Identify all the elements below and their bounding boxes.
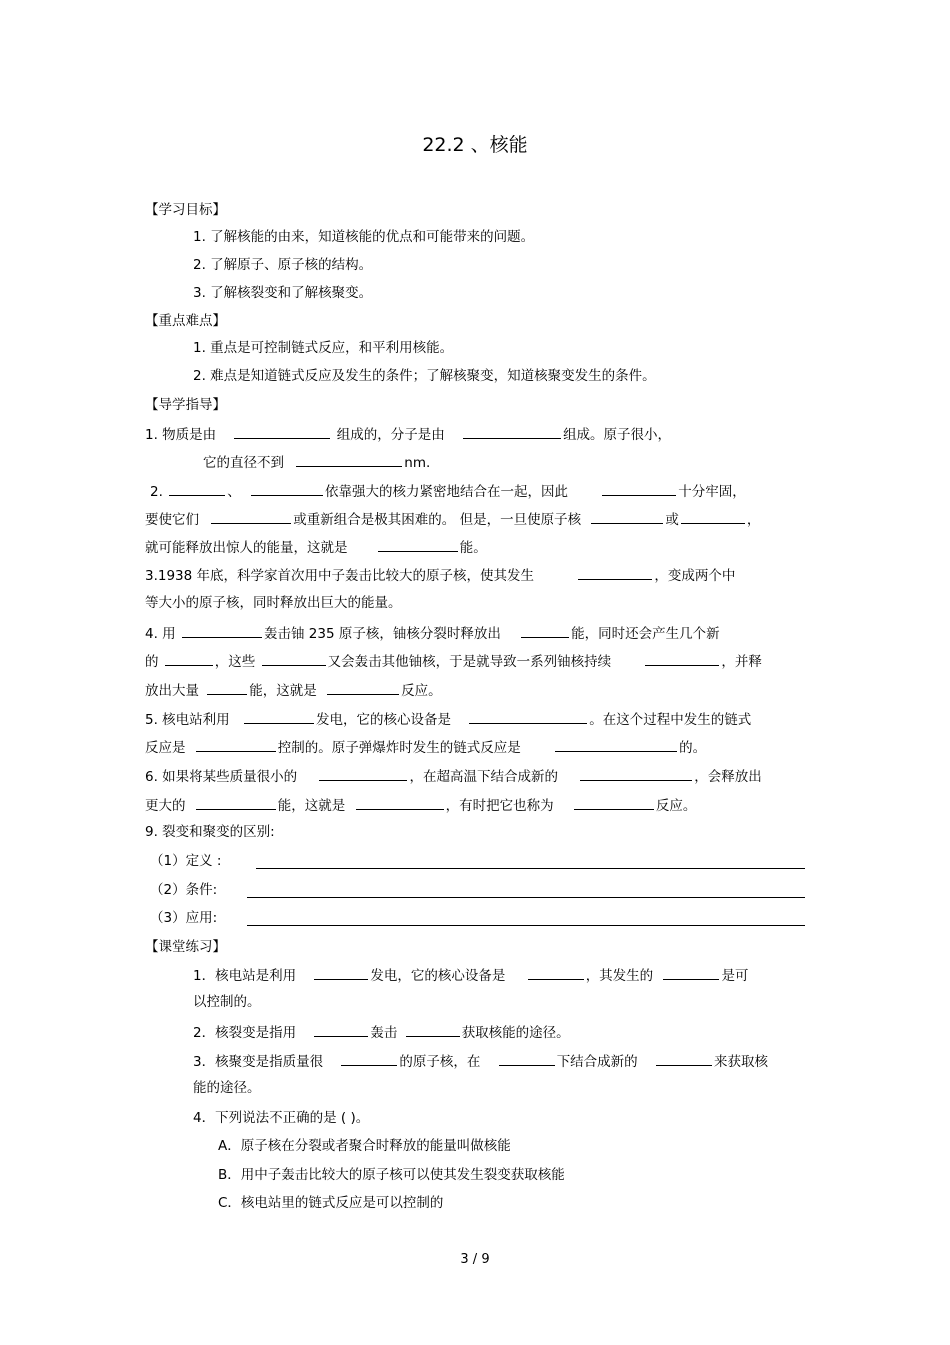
blank[interactable]	[319, 766, 407, 781]
blank[interactable]	[580, 766, 692, 781]
option-b[interactable]: B．用中子轰击比较大的原子核可以使其发生裂变获取核能	[218, 1167, 565, 1183]
text: 十分牢固，	[678, 484, 746, 500]
text: 获取核能的途径。	[461, 1025, 570, 1041]
text: 轰击	[370, 1025, 398, 1041]
page-number: 3 / 9	[460, 1252, 490, 1267]
practice-1-cont: 以控制的。	[193, 994, 261, 1010]
blank[interactable]	[207, 680, 247, 695]
question-4-cont	[145, 680, 442, 700]
goal-item: 3. 了解核裂变和了解核聚变。	[193, 285, 373, 301]
blank[interactable]	[356, 795, 444, 810]
difference-application-label: （3）应用:	[150, 910, 218, 926]
text: 或	[665, 512, 679, 528]
question-2-cont	[145, 537, 487, 557]
text: 轰击铀 235 原子核，铀核分裂时释放出	[263, 626, 501, 642]
keypoint-item: 1. 重点是可控制链式反应，和平利用核能。	[193, 340, 454, 356]
blank[interactable]	[211, 509, 291, 524]
blank[interactable]	[182, 623, 262, 638]
text: 发电，它的核心设备是	[370, 968, 506, 984]
text: ，有时把它也称为	[445, 798, 554, 814]
practice-2	[193, 1022, 570, 1042]
blank[interactable]	[314, 1022, 368, 1037]
practice-3-cont: 能的途径。	[193, 1080, 261, 1096]
text: 能。	[459, 540, 487, 556]
question-4-cont	[145, 651, 762, 671]
text: 的	[145, 654, 159, 670]
blank[interactable]	[499, 1051, 555, 1066]
blank[interactable]	[296, 452, 402, 467]
text: 1. 物质是由	[145, 427, 217, 443]
text: 。在这个过程中发生的链式	[589, 712, 752, 728]
blank[interactable]	[463, 424, 561, 439]
text: ，会释放出	[694, 769, 762, 785]
question-5	[145, 709, 751, 729]
text: ，其发生的	[585, 968, 654, 984]
text: 、	[227, 484, 241, 500]
blank[interactable]	[528, 965, 584, 980]
blank[interactable]	[378, 537, 458, 552]
text: 更大的	[145, 798, 186, 814]
condition-answer-line[interactable]	[247, 897, 805, 898]
blank[interactable]	[469, 709, 587, 724]
text: ，这些	[214, 654, 256, 670]
blank[interactable]	[196, 795, 276, 810]
option-a[interactable]: A．原子核在分裂或者聚合时释放的能量叫做核能	[218, 1138, 511, 1154]
text: 它的直径不到	[203, 455, 284, 471]
option-c[interactable]: C．核电站里的链式反应是可以控制的	[218, 1195, 444, 1211]
text: ，在超高温下结合成新的	[409, 769, 558, 785]
text: 反应。	[401, 683, 442, 699]
text: 放出大量	[145, 683, 199, 699]
blank[interactable]	[165, 651, 213, 666]
keypoint-item: 2. 难点是知道链式反应及发生的条件；了解核聚变，知道核聚变发生的条件。	[193, 368, 656, 384]
blank[interactable]	[314, 965, 368, 980]
text: 6. 如果将某些质量很小的	[145, 769, 298, 785]
text: 要使它们	[145, 512, 199, 528]
text: 的。	[679, 740, 707, 756]
question-2-cont	[145, 509, 760, 529]
section-heading-keypoints: 【重点难点】	[145, 313, 226, 329]
blank[interactable]	[555, 737, 677, 752]
text: 反应。	[655, 798, 697, 814]
blank[interactable]	[521, 623, 569, 638]
text: 又会轰击其他铀核，于是就导致一系列铀核持续	[327, 654, 612, 670]
difference-condition-label: （2）条件:	[150, 882, 218, 898]
blank[interactable]	[262, 651, 326, 666]
text: 2．核裂变是指用	[193, 1025, 297, 1041]
text: 能，同时还会产生几个新	[571, 626, 720, 642]
text: 4. 用	[145, 626, 176, 642]
blank[interactable]	[645, 651, 719, 666]
section-heading-guide: 【导学指导】	[145, 397, 226, 413]
question-6	[145, 766, 762, 786]
blank[interactable]	[169, 481, 225, 496]
question-1-cont	[203, 452, 430, 472]
blank[interactable]	[244, 709, 314, 724]
blank[interactable]	[196, 737, 276, 752]
blank[interactable]	[251, 481, 323, 496]
text: 2.	[150, 484, 163, 500]
text: 的原子核，在	[399, 1054, 481, 1070]
definition-answer-line[interactable]	[256, 868, 805, 869]
question-6-cont	[145, 795, 696, 815]
blank[interactable]	[578, 565, 652, 580]
text: 反应是	[145, 740, 186, 756]
text: ，并释	[721, 654, 762, 670]
goal-item: 2. 了解原子、原子核的结构。	[193, 257, 373, 273]
text: nm.	[404, 455, 431, 471]
question-4	[145, 623, 720, 643]
text: 依靠强大的核力紧密地结合在一起，因此	[324, 484, 568, 500]
blank[interactable]	[327, 680, 399, 695]
text: 发电，它的核心设备是	[315, 712, 451, 728]
application-answer-line[interactable]	[247, 925, 805, 926]
text: 1．核电站是利用	[193, 968, 297, 984]
practice-4: 4．下列说法不正确的是 ( )。	[193, 1110, 370, 1126]
practice-1	[193, 965, 748, 985]
text: 下结合成新的	[556, 1054, 638, 1070]
goal-item: 1. 了解核能的由来，知道核能的优点和可能带来的问题。	[193, 229, 535, 245]
blank[interactable]	[602, 481, 676, 496]
blank[interactable]	[681, 509, 745, 524]
text: 5. 核电站利用	[145, 712, 230, 728]
blank[interactable]	[663, 965, 719, 980]
question-1	[145, 424, 671, 444]
practice-3	[193, 1051, 768, 1071]
text: 来获取核	[713, 1054, 768, 1070]
text: 3．核聚变是指质量很	[193, 1054, 324, 1070]
question-2	[150, 481, 746, 501]
page-title: 22.2 、核能	[422, 134, 528, 156]
section-heading-goals: 【学习目标】	[145, 202, 226, 218]
text: 就可能释放出惊人的能量，这就是	[145, 540, 348, 556]
section-heading-practice: 【课堂练习】	[145, 939, 226, 955]
text: ，变成两个中	[654, 568, 736, 584]
text: 组成。原子很小，	[563, 427, 672, 443]
text: 能，这就是	[249, 683, 317, 699]
question-3-cont: 等大小的原子核，同时释放出巨大的能量。	[145, 595, 402, 611]
text: ，	[746, 512, 761, 528]
blank[interactable]	[574, 795, 654, 810]
blank[interactable]	[234, 424, 330, 439]
question-3	[145, 565, 735, 585]
text: 控制的。原子弹爆炸时发生的链式反应是	[277, 740, 521, 756]
text: 能，这就是	[277, 798, 346, 814]
difference-definition-label: （1）定义 :	[150, 853, 222, 869]
blank[interactable]	[406, 1022, 460, 1037]
blank[interactable]	[656, 1051, 712, 1066]
question-9: 9. 裂变和聚变的区别:	[145, 824, 275, 840]
text: 是可	[721, 968, 749, 984]
text: 组成的，分子是由	[336, 427, 445, 443]
text: 3.1938 年底，科学家首次用中子轰击比较大的原子核，使其发生	[145, 568, 535, 584]
text: 或重新组合是极其困难的。 但是，一旦使原子核	[293, 512, 582, 528]
question-5-cont	[145, 737, 706, 757]
blank[interactable]	[591, 509, 663, 524]
blank[interactable]	[341, 1051, 397, 1066]
